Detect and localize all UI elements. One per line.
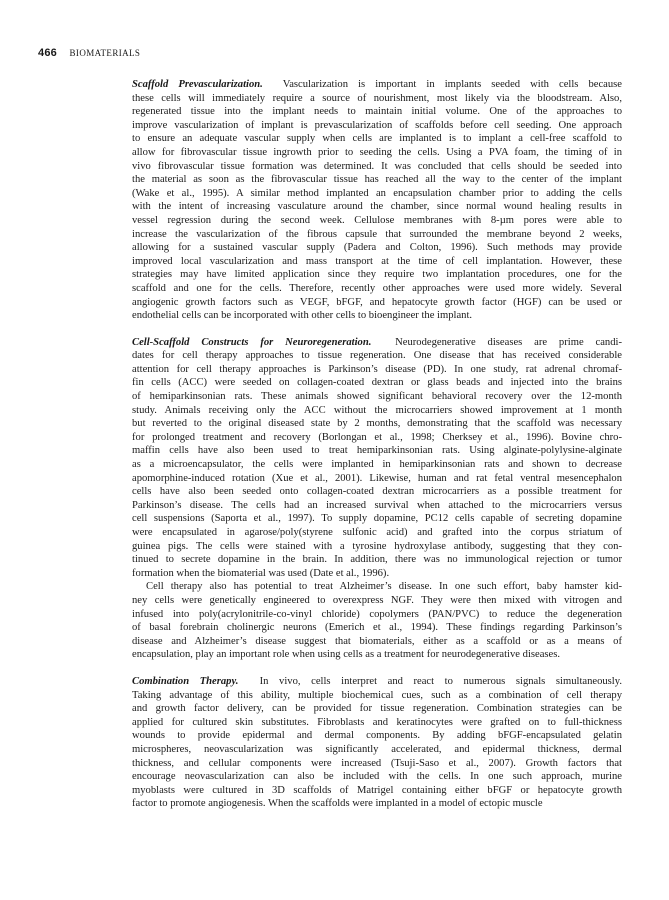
text-line: wounds to provide epidermal and dermal components. By adding bFGF-encapsulated gelatin [132, 730, 622, 742]
text-line [132, 336, 622, 350]
page-number: 466 [38, 47, 57, 59]
section-gap [132, 323, 622, 336]
text-line: Parkinson’s disease. The cells had an increased survival when attached to the microcarriers versus [132, 499, 622, 511]
text-line: to ensure an adequate vascular supply when cells are implanted is to implant a cell-free scaffold to [132, 133, 622, 145]
text-line: disease and Alzheimer’s disease suggest that biomaterials, either as a scaffold or as a means of [132, 635, 622, 647]
running-header [38, 47, 140, 59]
text-line: for prolonged treatment and recovery (Borlongan et al., 1998; Cherksey et al., 1996). Bovine chro- [132, 431, 622, 443]
text-line: regenerated tissue into the implant needs to maintain initial volume. One of the approaches to [132, 106, 622, 118]
line-text: Vascularization is important in implants seeded with cells because [262, 79, 623, 90]
text-line: and growth factor delivery, can be provided for tissue regeneration. Combination strategies can be [132, 703, 622, 715]
text-line: vivo fibrovascular tissue formation was determined. It was concluded that cells should be seeded into [132, 160, 622, 172]
body-text [132, 78, 622, 811]
text-line: scaffold and one for the cells. Therefore, recently other approaches were used more widely. Several [132, 282, 622, 294]
text-line: formation when the biomaterial was used (Date et al., 1996). [132, 567, 390, 579]
text-line: thickness, and cellular components were increased (Tsuji-Saso et al., 2007). Growth factors that [132, 757, 622, 769]
section-0 [132, 78, 622, 323]
text-line: improve vascularization of implant is prevascularization of scaffolds before cell seeding. One approach [132, 119, 622, 131]
line-text: Neurodegenerative diseases are prime candi- [371, 336, 622, 348]
section-1 [132, 336, 622, 662]
text-line: angiogenic growth factors such as VEGF, bFGF, and hepatocyte growth factor (HGF) can be used or [132, 296, 622, 308]
text-line: encourage neovascularization can also be included with the cells. In one such approach, murine [132, 771, 622, 783]
section-2 [132, 675, 622, 811]
text-line: infused into poly(acrylonitrile-co-vinyl chloride) copolymers (PAN/PVC) to reduce the degeneration [132, 608, 622, 620]
paragraph [132, 336, 622, 581]
section-heading: Combination Therapy. [132, 675, 239, 687]
text-line: but reverted to the original diseased state by 2 months, demonstrating that the scaffold was necessary [132, 418, 622, 430]
text-line: myoblasts were cultured in 3D scaffolds of Matrigel containing either bFGF or hepatocyte growth [132, 784, 622, 796]
text-line: tinued to secrete dopamine in the brain. In addition, there was no immunological rejection or tumor [132, 554, 622, 566]
text-line: dates for cell therapy approaches to tissue regeneration. One disease that has received considerable [132, 350, 622, 362]
text-line: study. Animals receiving only the ACC without the microcarriers showed improvement at 1 month [132, 404, 622, 416]
text-line: strategies may have limited application since they require two implantation procedures, one for the [132, 269, 622, 281]
text-line: the material as soon as the fibrovascular tissue has reached all the way to the center of the implant [132, 174, 622, 186]
text-line: (Wake et al., 1995). A similar method implanted an encapsulation chamber prior to adding the cells [132, 187, 622, 199]
text-line: cells have also been seeded onto collagen-coated dextran microcarriers as a possible treatment for [132, 486, 622, 498]
paragraph [132, 78, 622, 323]
section-heading: Cell-Scaffold Constructs for Neuroregeneration. [132, 336, 372, 348]
text-line: factor to promote angiogenesis. When the scaffolds were implanted in a model of ectopic muscle [132, 798, 543, 810]
text-line: as a microencapsulator, the cells were implanted in hemiparkinsonian rats and shown to decrease [132, 459, 622, 471]
text-line: were encapsulated in agarose/poly(styrene sulfonic acid) and grafted into the corpus striatum of [132, 527, 622, 538]
text-line: apomorphine-induced rotation (Xue et al., 2001). Likewise, human and rat fetal ventral mesencephalon [132, 472, 622, 484]
text-line [132, 675, 622, 689]
paragraph [132, 675, 622, 811]
text-line: attention for cell therapy approaches is Parkinson’s disease (PD). In one study, rat adrenal chromaf- [132, 363, 622, 375]
text-line: of basal forebrain cholinergic neurons (Emerich et al., 1994). These findings regarding Parkinson’s [132, 622, 622, 634]
text-line: Taking advantage of this ability, multiple biochemical cues, such as a combination of cell therapy [132, 689, 622, 701]
text-line: increase the vascularization of the fibrous capsule that surrounded the membrane beyond 2 weeks, [132, 228, 622, 240]
text-line: with the intent of increasing vasculature around the chamber, since normal wound healing results in [132, 201, 622, 213]
text-line: allow for fibrovascular tissue ingrowth prior to seeding the cells. Using a PVA foam, the timing of in [132, 146, 622, 158]
text-line: endothelial cells can be incorporated with other cells to bioengineer the implant. [132, 310, 473, 322]
paragraph [132, 580, 622, 662]
text-line: cell suspensions (Saporta et al., 1997). To supply dopamine, PC12 cells capable of secreting dopamine [132, 513, 622, 525]
text-line: microspheres, neovascularization was significantly accelerated, and epidermal thickness, dermal [132, 743, 622, 755]
text-line: guinea pigs. The cells were stained with a tyrosine hydroxylase antibody, suggesting that they con- [132, 540, 622, 552]
text-line: vessel regression during the second week. Cellulose membranes with 8-µm pores were able to [132, 214, 622, 226]
text-line: encapsulation, play an important role when using cells as a treatment for neurodegenerative diseases. [132, 649, 561, 661]
text-line: improved local vascularization and mass transport at the time of cell implantation. However, these [132, 255, 622, 267]
running-title: BIOMATERIALS [69, 48, 141, 58]
section-heading: Scaffold Prevascularization. [132, 79, 263, 90]
section-gap [132, 662, 622, 675]
text-line: ney cells were genetically engineered to overexpress NGF. They were then mixed with vitrogen and [132, 594, 622, 606]
text-line: maffin cells have also been used to treat hemiparkinsonian rats. Using alginate-polylysine-alginate [132, 445, 622, 457]
text-line [132, 78, 622, 92]
text-line: these cells will immediately require a source of nourishment, most likely via the bloodstream. Also, [132, 92, 622, 104]
text-line: Cell therapy also has potential to treat Alzheimer’s disease. In one such effort, baby hamster kid- [146, 581, 622, 593]
text-line: fin cells (ACC) were seeded on collagen-coated dextran or glass beads and injected into the brains [132, 377, 622, 389]
text-line: of hemiparkinsonian rats. These animals showed significant behavioral recovery over the 12-month [132, 391, 622, 403]
text-line: allowing for a sustained vascular supply (Padera and Colton, 1996). Such methods may provide [132, 242, 622, 254]
line-text: In vivo, cells interpret and react to numerous signals simultaneously. [238, 675, 623, 687]
text-line: applied for cultured skin substitutes. Fibroblasts and keratinocytes were grafted on to full-thickness [132, 716, 622, 728]
